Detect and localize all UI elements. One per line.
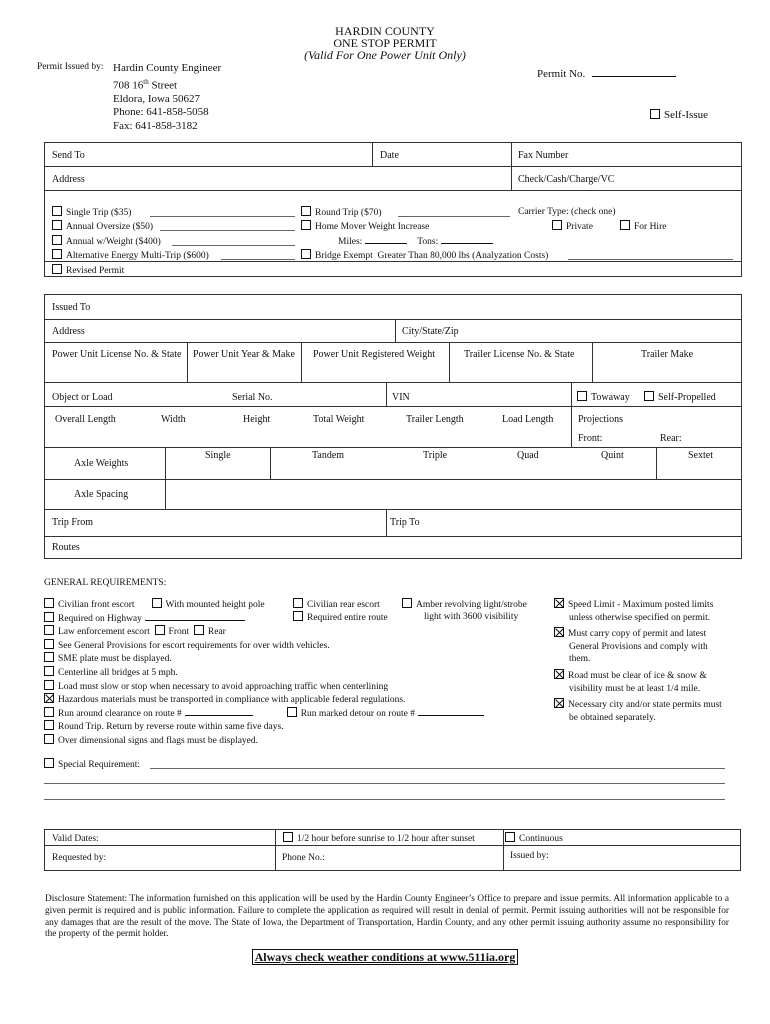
city-permits-checkbox[interactable] [554, 698, 564, 708]
private-label: Private [566, 222, 593, 232]
form-subtitle: (Valid For One Power Unit Only) [304, 48, 466, 62]
carrier-private [552, 220, 593, 234]
amber-light-2: light with 3600 visibility [424, 612, 519, 622]
carry-copy-label-2: General Provisions and comply with [569, 641, 708, 652]
axle-tandem-label: Tandem [312, 450, 345, 461]
speed-limit-checkbox[interactable] [554, 598, 564, 608]
law-front-checkbox[interactable] [155, 625, 165, 635]
civilian-rear [293, 598, 380, 612]
issued-by-label: Permit Issued by: [37, 62, 104, 72]
self-issue [650, 109, 708, 121]
axle-weights-label: Axle Weights [74, 458, 129, 469]
marked-detour-label: Run marked detour on route # [300, 708, 415, 719]
permit-no [537, 68, 676, 80]
carry-copy-label-3: them. [569, 654, 591, 665]
special-requirement-label: Special Requirement: [58, 760, 141, 770]
city-state-zip-label: City/State/Zip [402, 326, 459, 337]
serial-no-label: Serial No. [232, 392, 273, 403]
law-rear-label: Rear [207, 627, 226, 638]
phone-no-label: Phone No.: [282, 853, 325, 863]
single-trip-checkbox[interactable] [52, 206, 62, 216]
highway-field[interactable] [145, 612, 245, 621]
carrier-for-hire [620, 220, 666, 234]
object-load-label: Object or Load [52, 392, 113, 403]
special-requirement-line-3[interactable] [44, 799, 725, 800]
weather-notice-wrap [0, 950, 770, 965]
continuous-checkbox[interactable] [505, 832, 515, 842]
revised-permit-label: Revised Permit [66, 266, 125, 276]
round-trip-return-label: Round Trip. Return by reverse route within same five days. [58, 722, 284, 733]
city-permits-label-2: be obtained separately. [569, 712, 656, 723]
civilian-front-checkbox[interactable] [44, 598, 54, 608]
sme-plate-label: SME plate must be displayed. [58, 654, 172, 665]
road-clear-checkbox[interactable] [554, 669, 564, 679]
required-highway-checkbox[interactable] [44, 612, 54, 622]
continuous-label: Continuous [519, 834, 563, 844]
towaway-checkbox[interactable] [577, 391, 587, 401]
issuer-name: Hardin County Engineer [113, 62, 222, 74]
carry-copy-label: Must carry copy of permit and latest [568, 629, 707, 640]
total-weight-label: Total Weight [313, 414, 365, 425]
half-hour-label: 1/2 hour before sunrise to 1/2 hour after sunset [297, 834, 475, 844]
half-hour [283, 832, 475, 846]
trailer-make-label: Trailer Make [641, 349, 694, 360]
required-route [293, 611, 388, 625]
overall-length-label: Overall Length [55, 414, 116, 425]
axle-triple-label: Triple [423, 450, 448, 461]
home-mover-label: Home Mover Weight Increase [315, 222, 430, 233]
carrier-type-label: Carrier Type: (check one) [518, 207, 616, 217]
amber-light-checkbox[interactable] [402, 598, 412, 608]
fax-number-label: Fax Number [518, 150, 569, 161]
projections-label: Projections [578, 414, 623, 425]
valid-dates-label: Valid Dates: [52, 834, 99, 844]
run-around-label: Run around clearance on route # [58, 708, 182, 719]
permit-type-options [52, 206, 209, 264]
carry-copy-checkbox[interactable] [554, 627, 564, 637]
routes-label: Routes [52, 542, 80, 553]
issuer-fax: Fax: 641-858-3182 [113, 119, 198, 132]
payment-label: Check/Cash/Charge/VC [518, 174, 615, 185]
law-rear-checkbox[interactable] [194, 625, 204, 635]
amber-light-label: Amber revolving light/strobe [416, 600, 527, 610]
pu-year-make-label: Power Unit Year & Make [193, 349, 295, 360]
annual-weight-checkbox[interactable] [52, 235, 62, 245]
load-length-label: Load Length [502, 414, 554, 425]
special-requirement-checkbox[interactable] [44, 758, 54, 768]
over-dim-label: Over dimensional signs and flags must be displayed. [58, 735, 258, 746]
centerline-label: Centerline all bridges at 5 mph. [58, 667, 178, 678]
sme-plate-checkbox[interactable] [44, 652, 54, 662]
revised-permit-checkbox[interactable] [52, 264, 62, 274]
self-propelled-label: Self-Propelled [658, 392, 716, 403]
trailer-license-label: Trailer License No. & State [464, 349, 575, 360]
home-mover-checkbox[interactable] [301, 220, 311, 230]
for-hire-label: For Hire [634, 222, 667, 232]
issuer-street: 708 16th Street [113, 77, 178, 92]
round-trip-checkbox[interactable] [301, 206, 311, 216]
trip-type-options [301, 206, 548, 264]
issued-by-label-bottom: Issued by: [510, 851, 549, 861]
for-hire-checkbox[interactable] [620, 220, 630, 230]
single-trip-label: Single Trip ($35) [66, 208, 132, 218]
towaway-label: Towaway [591, 392, 630, 403]
tons-field[interactable] [441, 235, 493, 244]
tons-label: Tons: [417, 236, 439, 247]
annual-weight-label: Annual w/Weight ($400) [66, 236, 161, 247]
annual-oversize-label: Annual Oversize ($50) [66, 222, 154, 233]
miles-label: Miles: [338, 236, 363, 247]
required-route-checkbox[interactable] [293, 611, 303, 621]
annual-oversize-checkbox[interactable] [52, 220, 62, 230]
revised-permit [52, 264, 124, 278]
miles-field[interactable] [365, 235, 407, 244]
bridge-exempt-label: Bridge Exempt [315, 251, 373, 262]
private-checkbox[interactable] [552, 220, 562, 230]
width-label: Width [161, 414, 186, 425]
axle-single-label: Single [205, 450, 231, 461]
load-slow-label: Load must slow or stop when necessary to avoid approaching traffic when centerlining [58, 681, 389, 692]
greater-than-label: Greater Than 80,000 lbs (Analyzation Costs) [377, 251, 549, 262]
height-label: Height [243, 414, 271, 425]
see-general-label: See General Provisions for escort requirements for over width vehicles. [58, 640, 330, 651]
trip-to-label: Trip To [390, 517, 420, 528]
axle-quad-label: Quad [517, 450, 539, 461]
date-label: Date [380, 150, 399, 161]
vehicle-address-label: Address [52, 326, 85, 337]
issuer-address [113, 62, 221, 133]
self-issue-checkbox[interactable] [650, 109, 660, 119]
special-requirement-line-1[interactable] [150, 768, 725, 769]
requirements-left-column [44, 598, 484, 748]
requested-by-label: Requested by: [52, 853, 107, 863]
run-around-checkbox[interactable] [44, 707, 54, 717]
road-clear-label-2: visibility must be at least 1/4 mile. [569, 683, 701, 694]
over-dim-checkbox[interactable] [44, 734, 54, 744]
city-permits-label: Necessary city and/or state permits must [568, 700, 722, 711]
mounted-pole-checkbox[interactable] [152, 598, 162, 608]
required-route-label: Required entire route [307, 613, 388, 623]
hazmat-checkbox[interactable] [44, 693, 54, 703]
amber-light [402, 598, 527, 612]
vin-label: VIN [392, 392, 410, 403]
run-around-field[interactable] [185, 707, 253, 716]
form-title-2: ONE STOP PERMIT [333, 36, 437, 50]
requirements-right-column [554, 598, 722, 724]
speed-limit-label: Speed Limit - Maximum posted limits [568, 600, 714, 610]
civilian-rear-label: Civilian rear escort [307, 600, 380, 610]
marked-detour-field[interactable] [418, 707, 484, 716]
centerline-checkbox[interactable] [44, 666, 54, 676]
alt-energy-checkbox[interactable] [52, 249, 62, 259]
pu-license-label: Power Unit License No. & State [52, 349, 182, 360]
issued-to-label: Issued To [52, 302, 91, 313]
see-general-checkbox[interactable] [44, 639, 54, 649]
trip-from-label: Trip From [52, 517, 94, 528]
axle-spacing-label: Axle Spacing [74, 489, 129, 500]
bridge-exempt-checkbox[interactable] [301, 249, 311, 259]
axle-quint-label: Quint [601, 450, 624, 461]
road-clear-label: Road must be clear of ice & snow & [568, 670, 707, 681]
pu-weight-label: Power Unit Registered Weight [313, 349, 436, 360]
rear-projection-label: Rear: [660, 433, 682, 444]
round-trip-return-checkbox[interactable] [44, 720, 54, 730]
permit-no-field[interactable] [592, 68, 676, 77]
front-projection-label: Front: [578, 433, 603, 444]
address-label: Address [52, 174, 85, 185]
alt-energy-label: Alternative Energy Multi-Trip ($600) [66, 251, 209, 262]
civilian-rear-checkbox[interactable] [293, 598, 303, 608]
weather-notice: Always check weather conditions at www.511ia.org [252, 949, 519, 965]
disclosure-statement: Disclosure Statement: The information furnished on this application will be used by the Hardin County Engineer’s Office to prepare and issue permits. All information applicable to a given permit is required and is public information. Failure to complete the application as required will result in denial of permit. Permit issuing authorities will not be responsible for any damages that are the result of the move. The State of Iowa, the Department of Transportation, Hardin County, and any other permit issuing authority assume no responsibility for the property of the permit holder. [45, 894, 729, 940]
self-propelled-checkbox[interactable] [644, 391, 654, 401]
general-requirements-heading: GENERAL REQUIREMENTS: [44, 578, 167, 588]
civilian-front-label: Civilian front escort [58, 600, 135, 610]
load-slow-checkbox[interactable] [44, 680, 54, 690]
issuer-city: Eldora, Iowa 50627 [113, 92, 201, 105]
form-title-1: HARDIN COUNTY [335, 24, 435, 38]
self-issue-label: Self-Issue [664, 109, 708, 121]
law-enforcement-label: Law enforcement escort [58, 627, 150, 638]
self-propelled [644, 391, 716, 403]
marked-detour-checkbox[interactable] [287, 707, 297, 717]
issuer-phone: Phone: 641-858-5058 [113, 106, 209, 119]
mounted-pole-label: With mounted height pole [165, 600, 265, 610]
round-trip-label: Round Trip ($70) [315, 208, 382, 218]
half-hour-checkbox[interactable] [283, 832, 293, 842]
special-requirement-line-2[interactable] [44, 783, 725, 784]
continuous [505, 832, 563, 846]
towaway [577, 391, 630, 403]
trailer-length-label: Trailer Length [406, 414, 464, 425]
law-enforcement-checkbox[interactable] [44, 625, 54, 635]
send-to-label: Send To [52, 150, 85, 161]
speed-limit-label-2: unless otherwise specified on permit. [569, 612, 711, 623]
law-front-label: Front [168, 627, 190, 638]
special-requirement [44, 758, 140, 772]
axle-sextet-label: Sextet [688, 450, 713, 461]
hazmat-label: Hazardous materials must be transported in compliance with applicable federal regulations. [58, 695, 406, 706]
permit-no-label: Permit No. [537, 68, 586, 80]
required-highway-label: Required on Highway [58, 613, 142, 624]
